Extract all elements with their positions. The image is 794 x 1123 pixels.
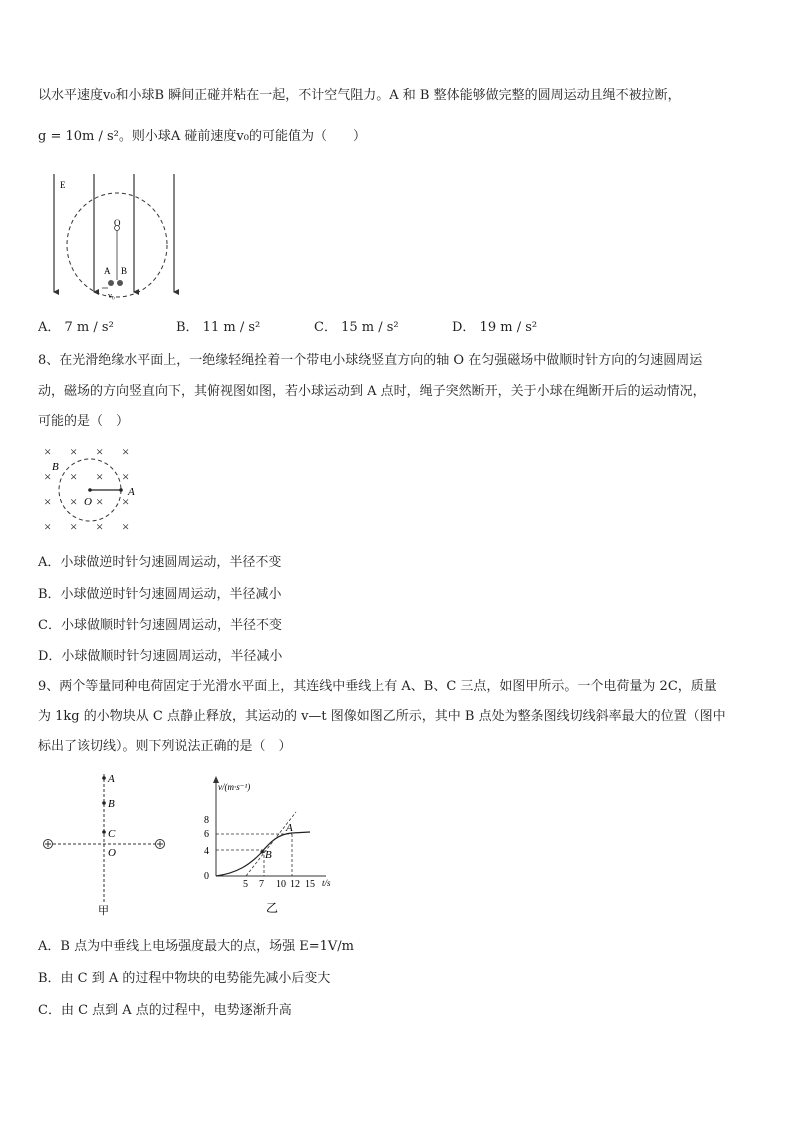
label-o: O bbox=[84, 496, 92, 508]
point-c bbox=[102, 830, 106, 834]
q9-text-line-2: 为 1kg 的小物块从 C 点静止释放，其运动的 v—t 图像如图乙所示，其中 B 点处为整条图线切线斜率最大的位置（图中 bbox=[38, 709, 726, 724]
cross-mark: × bbox=[122, 519, 130, 534]
cross-mark: × bbox=[70, 519, 78, 534]
q9-option-a[interactable]: A．B 点为中垂线上电场强度最大的点，场强 E=1V/m bbox=[38, 939, 354, 954]
point-b bbox=[102, 801, 106, 805]
point-b bbox=[260, 850, 263, 853]
cross-mark: × bbox=[122, 494, 130, 509]
cross-mark: × bbox=[70, 469, 78, 484]
cross-mark: × bbox=[44, 494, 52, 509]
ball-b-label: B bbox=[121, 266, 128, 276]
q8-option-b[interactable]: B．小球做逆时针匀速圆周运动，半径减小 bbox=[38, 587, 282, 602]
axis-o bbox=[88, 488, 92, 492]
cross-mark: × bbox=[70, 444, 78, 459]
cross-mark: × bbox=[96, 519, 104, 534]
caption-yi: 乙 bbox=[266, 901, 279, 915]
q9-text-line-3: 标出了该切线）。则下列说法正确的是（ ） bbox=[38, 739, 292, 754]
y-tick-8: 8 bbox=[204, 815, 209, 826]
y-tick-4: 4 bbox=[204, 846, 209, 857]
x-tick-10: 10 bbox=[276, 879, 286, 890]
x-axis-label: t/s bbox=[322, 878, 331, 888]
q7-option-b[interactable]: B． 11 m / s² bbox=[176, 320, 261, 335]
y-axis-label: v/(m·s⁻¹) bbox=[218, 782, 251, 792]
cross-mark: × bbox=[96, 444, 104, 459]
q9-figure-yi bbox=[198, 772, 348, 918]
x-tick-15: 15 bbox=[305, 879, 315, 890]
x-tick-5: 5 bbox=[243, 879, 248, 890]
cross-mark: × bbox=[44, 519, 52, 534]
y-tick-6: 6 bbox=[204, 829, 209, 840]
q7-text-line-2: g = 10m / s²。则小球A 碰前速度v₀的可能值为（ ） bbox=[38, 129, 366, 144]
point-a bbox=[102, 776, 106, 780]
q8-option-d[interactable]: D．小球做顺时针匀速圆周运动，半径减小 bbox=[38, 649, 283, 664]
label-point-a: A bbox=[286, 822, 293, 834]
label-a: A bbox=[128, 486, 135, 498]
x-tick-7: 7 bbox=[259, 879, 264, 890]
q9-option-b[interactable]: B．由 C 到 A 的过程中物块的电势能先减小后变大 bbox=[38, 971, 331, 986]
q8-option-c[interactable]: C．小球做顺时针匀速圆周运动，半径不变 bbox=[38, 618, 282, 633]
caption-jia: 甲 bbox=[98, 905, 109, 917]
q8-text-line-3: 可能的是（ ） bbox=[38, 414, 130, 429]
field-label: E bbox=[60, 180, 66, 190]
q7-option-d[interactable]: D． 19 m / s² bbox=[452, 320, 538, 335]
q8-option-a[interactable]: A．小球做逆时针匀速圆周运动，半径不变 bbox=[38, 555, 282, 570]
ball-a bbox=[108, 280, 114, 286]
q8-text-line-2: 动，磁场的方向竖直向下，其俯视图如图，若小球运动到 A 点时，绳子突然断开，关于小球在绳断开后的运动情况， bbox=[38, 384, 706, 399]
q7-option-c[interactable]: C． 15 m / s² bbox=[314, 320, 399, 335]
cross-mark: × bbox=[96, 494, 104, 509]
label-o: O bbox=[108, 847, 116, 859]
origin-label: 0 bbox=[204, 871, 209, 882]
q9-text-line-1: 9、两个等量同种电荷固定于光滑水平面上，其连线中垂线上有 A、B、C 三点，如图甲所示。一个电荷量为 2C，质量 bbox=[38, 679, 717, 694]
q9-figure-jia bbox=[38, 770, 172, 918]
x-tick-12: 12 bbox=[290, 879, 300, 890]
q9-option-c[interactable]: C．由 C 点到 A 点的过程中，电势逐渐升高 bbox=[38, 1003, 292, 1018]
cross-mark: × bbox=[96, 469, 104, 484]
cross-mark: × bbox=[44, 469, 52, 484]
q7-text-line-1: 以水平速度v₀和小球B 瞬间正碰并粘在一起，不计空气阻力。A 和 B 整体能够做完整的圆周运动且绳不被拉断， bbox=[38, 88, 681, 103]
ball-at-a bbox=[119, 488, 123, 492]
label-a: A bbox=[108, 773, 115, 785]
label-c: C bbox=[108, 828, 116, 840]
label-b: B bbox=[52, 461, 59, 473]
center-label: O bbox=[114, 218, 121, 228]
q8-text-line-1: 8、在光滑绝缘水平面上，一绝缘轻绳拴着一个带电小球绕竖直方向的轴 O 在匀强磁场中做顺时针方向的匀速圆周运 bbox=[38, 353, 703, 368]
q7-option-a[interactable]: A． 7 m / s² bbox=[38, 320, 114, 335]
cross-mark: × bbox=[44, 444, 52, 459]
label-b: B bbox=[108, 798, 115, 810]
ball-a-label: A bbox=[104, 266, 111, 276]
cross-mark: × bbox=[70, 494, 78, 509]
q7-field-circle-figure bbox=[44, 170, 190, 302]
velocity-label: v₀ bbox=[108, 291, 115, 300]
cross-mark: × bbox=[122, 469, 130, 484]
cross-mark: × bbox=[122, 444, 130, 459]
ball-b bbox=[117, 280, 123, 286]
label-point-b: B bbox=[265, 849, 272, 861]
q8-magnetic-field-figure bbox=[38, 438, 148, 538]
